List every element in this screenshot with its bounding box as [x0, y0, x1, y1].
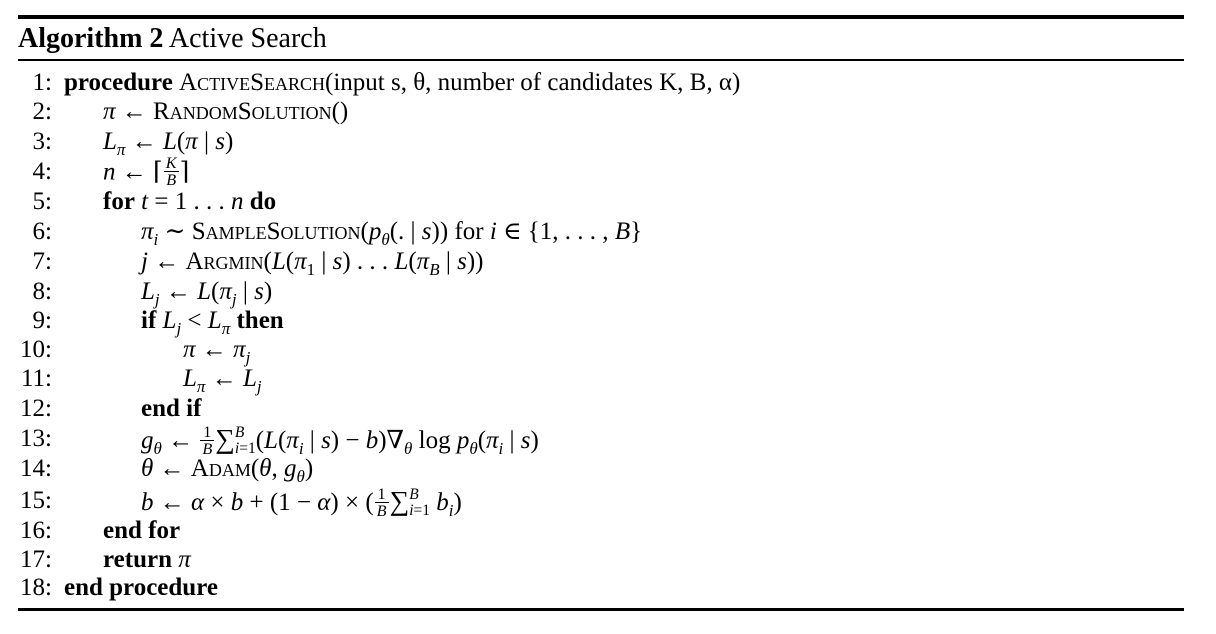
line-number: 12: [20, 395, 52, 422]
line-code: $g_\theta$ ← $\frac{1}{B}$ ∑ B i=1 ($L(\pi_i$ | $s) - b)\nabla_\theta$ $\log p_\theta(\pi_i$ | s) [141, 422, 539, 458]
line-number: 4: [32, 158, 52, 185]
line-code: π ← $\pi_j$ [183, 336, 251, 367]
line-code [103, 516, 180, 545]
keyword: procedure [64, 69, 173, 96]
line-number: 10: [20, 336, 52, 363]
function-name: ActiveSearch [179, 69, 325, 96]
keyword: do [249, 188, 277, 215]
line-number: 8: [32, 278, 52, 305]
top-rule [18, 15, 1184, 19]
line-code: for t = 1 . . . n do [103, 188, 277, 215]
line-number: 2: [32, 98, 52, 125]
line-code: θ ← Adam(θ, $g_\theta$) [141, 455, 314, 486]
keyword: then [236, 307, 284, 334]
line-code: π ← RandomSolution() [103, 98, 349, 125]
line-number: 9: [32, 307, 52, 334]
line-number: 16: [20, 517, 52, 544]
for-text: for [454, 218, 484, 245]
line-code [64, 573, 218, 602]
line-code: $\pi_i$ ∼ $SampleSolution(p_\theta$(. | s)) for i ∈ {1, . . . , B} [141, 218, 643, 249]
line-number: 1: [32, 69, 52, 96]
function-name: Argmin [185, 248, 264, 275]
bottom-rule [18, 608, 1184, 611]
line-code [64, 68, 740, 97]
algorithm-label: Algorithm 2 [18, 23, 164, 54]
line-code: $L_j$ ← $L(\pi_j$ | s) [141, 278, 273, 309]
line-number: 17: [20, 546, 52, 573]
mid-rule [18, 59, 1184, 61]
line-number: 3: [32, 128, 52, 155]
line-number: 7: [32, 248, 52, 275]
line-code: n ← ⌈ $\frac{K}{B}$ ⌉ [103, 154, 190, 190]
line-code: $L_\pi$ ← $L_j$ [183, 365, 262, 396]
function-name: RandomSolution [153, 98, 332, 125]
parameters: (input s, θ, number of candidates K, B, α) [325, 69, 741, 96]
function-name: Adam [190, 455, 251, 482]
line-code [141, 394, 201, 423]
keyword: return [103, 546, 172, 573]
line-code: if $L_j < L_\pi$ then [141, 307, 284, 338]
line-number: 11: [20, 365, 52, 392]
line-number: 6: [32, 218, 52, 245]
line-number: 18: [20, 574, 52, 601]
line-number: 13: [20, 425, 52, 452]
line-code: $L_\pi$ ← L(π | s) [103, 128, 234, 159]
line-code: b ← α × b + (1 − α) × ( $\frac{1}{B}$ ∑ B i=1 $b_i$) [141, 484, 462, 520]
line-code: j ← $Argmin(L(\pi_1$ | s) . . . $L(\pi_B$ | s)) [141, 248, 484, 279]
keyword: if [141, 307, 157, 334]
line-number: 5: [32, 188, 52, 215]
algorithm-title [18, 20, 327, 58]
algorithm-name: Active Search [168, 23, 327, 54]
line-code: return π [103, 546, 191, 573]
keyword: for [103, 188, 135, 215]
line-number: 15: [20, 487, 52, 514]
keyword: end for [103, 517, 181, 544]
keyword: end procedure [64, 574, 218, 601]
keyword: end if [141, 395, 202, 422]
function-name: SampleSolution [191, 218, 361, 245]
line-number: 14: [20, 455, 52, 482]
